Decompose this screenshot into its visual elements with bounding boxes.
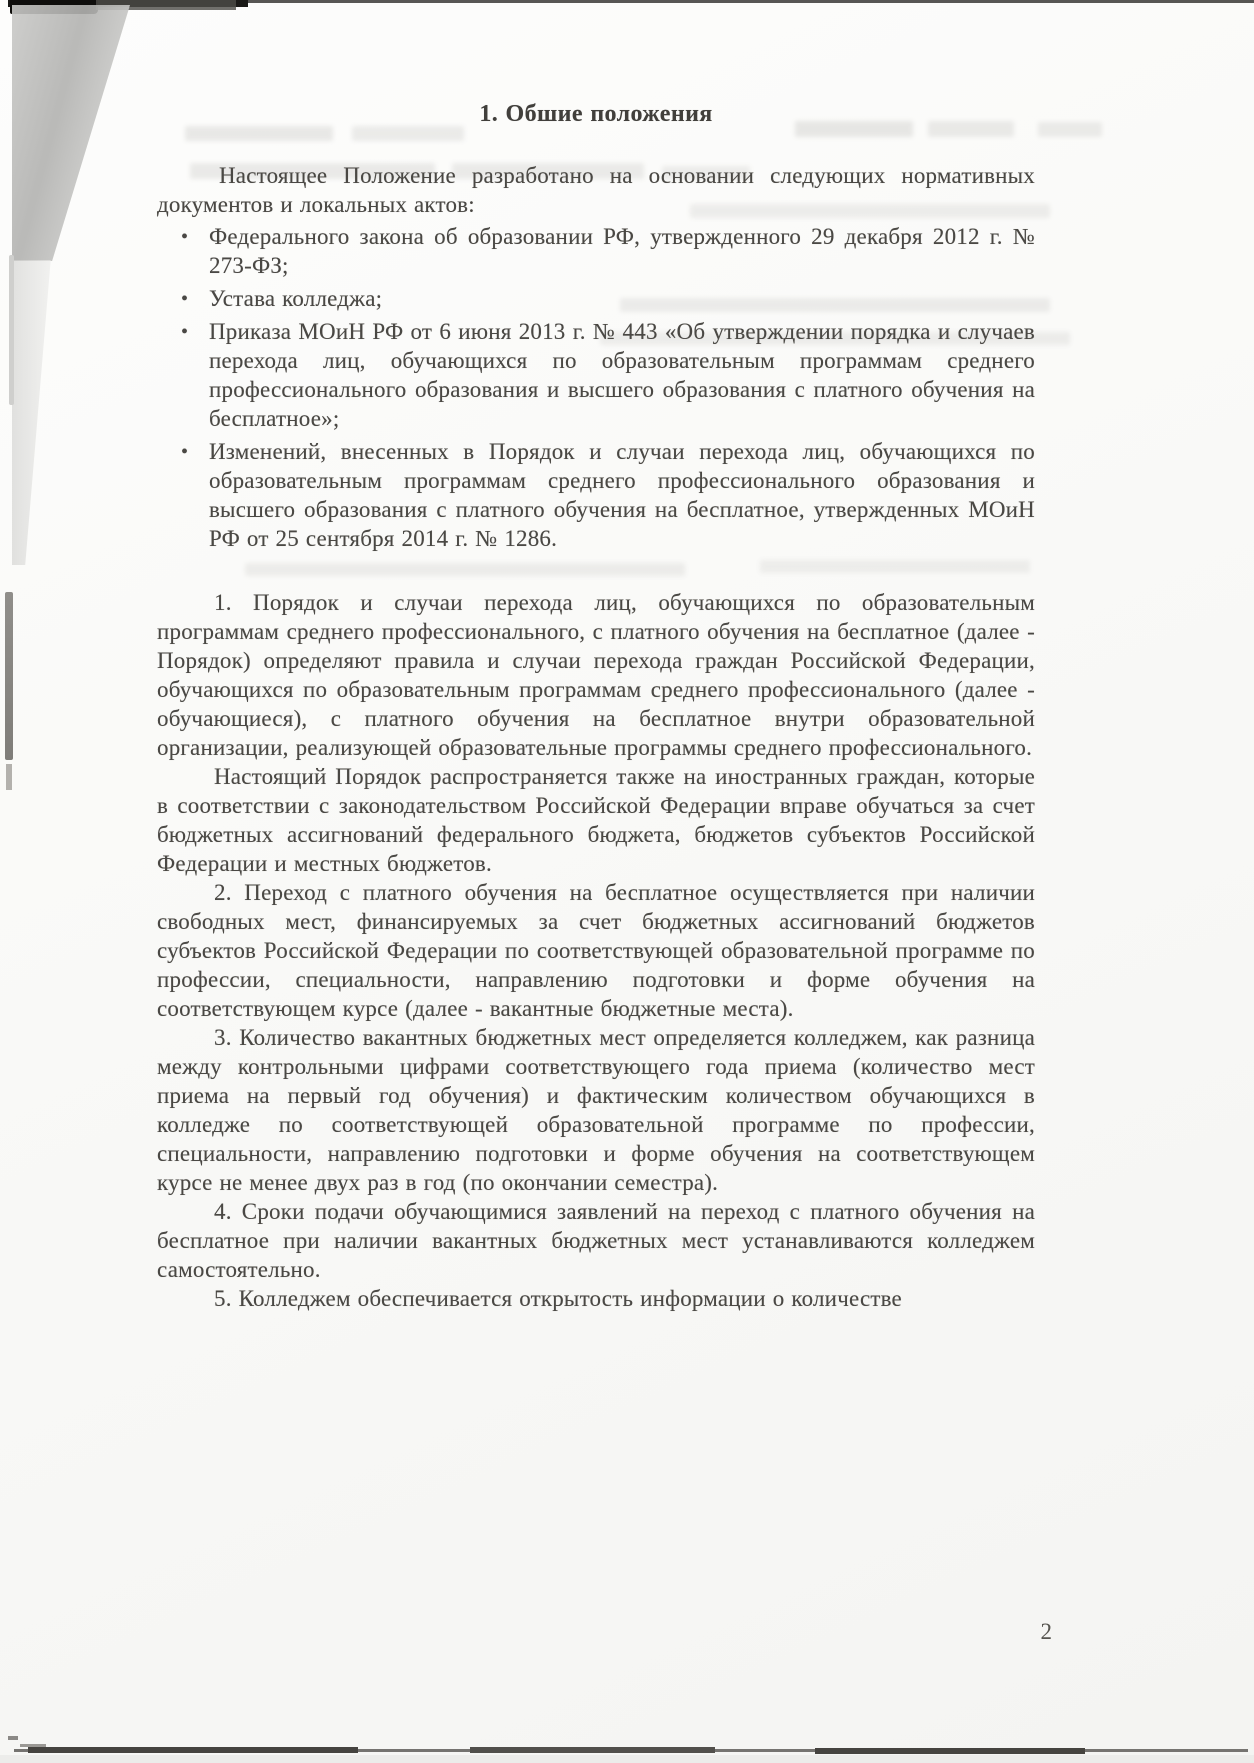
scan-bottom-seg-1 xyxy=(28,1747,358,1753)
list-item xyxy=(181,222,1035,280)
list-item-text: Изменений, внесенных в Порядок и случаи перехода лиц, обучающихся по образовательным программам среднего профессионального образования и высшего образования с платного обучения на бесплатное, утвержденных МОиН РФ от 25 сентября 2014 г. № 1286. xyxy=(209,439,1035,551)
list-item-text: Федерального закона об образовании РФ, утвержденного 29 декабря 2012 г. № 273-ФЗ; xyxy=(209,224,1035,278)
bullet-icon: • xyxy=(181,226,189,248)
left-edge-small-mark xyxy=(6,764,12,790)
section-title: 1. Обшие положения xyxy=(479,101,713,127)
page-number: 2 xyxy=(1040,1619,1052,1644)
corner-fold-shadow xyxy=(12,5,130,261)
list-item-text: Устава колледжа; xyxy=(209,286,383,311)
corner-fold-tail xyxy=(12,260,56,565)
bullet-icon: • xyxy=(181,321,189,343)
body-paragraph: 5. Колледжем обеспечивается открытость информации о количестве xyxy=(214,1286,902,1311)
left-edge-faint-mark xyxy=(9,255,14,405)
left-bottom-tick xyxy=(8,1736,18,1740)
body-paragraph: Настоящий Порядок распространяется также на иностранных граждан, которые в соответствии с законодательством Российской Федерации вправе обучаться за счет бюджетных ассигнований федерального бюджета, бюджетов субъектов Российской Федерации и местных бюджетов. xyxy=(157,764,1035,876)
list-item xyxy=(181,437,1035,553)
bleed-through-artifact xyxy=(1038,122,1102,137)
body-paragraph: 4. Сроки подачи обучающимися заявлений на переход с платного обучения на бесплатное при наличии вакантных бюджетных мест устанавливаются колледжем самостоятельно. xyxy=(157,1199,1035,1282)
bullet-icon: • xyxy=(181,288,189,310)
list-item xyxy=(181,317,1035,433)
intro-paragraph: Настоящее Положение разработано на основании следующих нормативных документов и локальных актов: xyxy=(157,163,1035,217)
scan-below-strip xyxy=(0,1755,1254,1763)
document-body xyxy=(157,100,1035,1313)
body-paragraph: 3. Количество вакантных бюджетных мест определяется колледжем, как разница между контрольными цифрами соответствующего года приема (количество мест приема на первый год обучения) и фактическим количеством обучающихся в колледже по соответствующей образовательной программе по профессии, специальности, направлению подготовки и форме обучения на соответствующем курсе не менее двух раз в год (по окончании семестра). xyxy=(157,1025,1035,1195)
scan-bottom-seg-2 xyxy=(470,1747,715,1753)
list-item xyxy=(181,284,1035,313)
list-item-text: Приказа МОиН РФ от 6 июня 2013 г. № 443 «Об утверждении порядка и случаев перехода лиц, обучающихся по образовательным программам среднего профессионального образования и высшего образования с платного обучения на бесплатное»; xyxy=(209,319,1035,431)
left-edge-dark-line xyxy=(5,592,13,760)
numbered-paragraphs xyxy=(157,588,1035,1313)
scan-bottom-seg-3 xyxy=(815,1748,1085,1754)
bullet-icon: • xyxy=(181,441,189,463)
body-paragraph: 2. Переход с платного обучения на бесплатное осуществляется при наличии свободных мест, финансируемых за счет бюджетных ассигнований бюджетов субъектов Российской Федерации по соответствующей образовательной программе по профессии, специальности, направлению подготовки и форме обучения на соответствующем курсе (далее - вакантные бюджетные места). xyxy=(157,880,1035,1021)
body-paragraph: 1. Порядок и случаи перехода лиц, обучающихся по образовательным программам среднего профессионального, с платного обучения на бесплатное (далее - Порядок) определяют правила и случаи перехода граждан Российской Федерации, обучающихся по образовательным программам среднего профессионального (далее - обучающиеся), с платного обучения на бесплатное внутри образовательной организации, реализующей образовательные программы среднего профессионального. xyxy=(157,590,1035,760)
legal-basis-list xyxy=(157,222,1035,553)
